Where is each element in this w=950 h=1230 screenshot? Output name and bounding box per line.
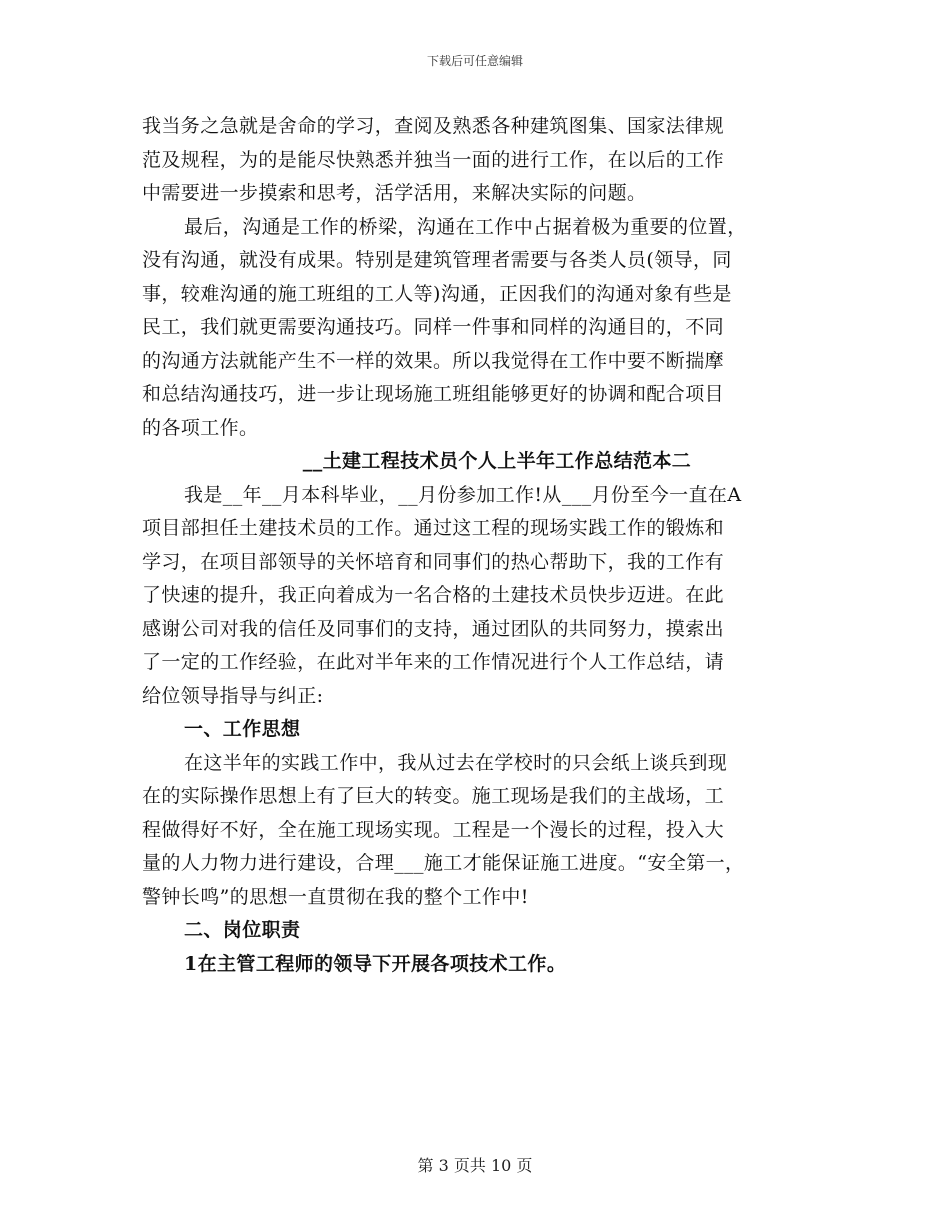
paragraph-line: 我是__年__月本科毕业，__月份参加工作!从___月份至今一直在A bbox=[184, 483, 742, 506]
paragraph-line: 民工，我们就更需要沟通技巧。同样一件事和同样的沟通目的，不同 bbox=[142, 316, 725, 338]
paragraph-line: 学习，在项目部领导的关怀培育和同事们的热心帮助下，我的工作有 bbox=[142, 550, 725, 573]
paragraph-line: 了快速的提升，我正向着成为一名合格的土建技术员快步迈进。在此 bbox=[142, 584, 725, 606]
paragraph-line: 感谢公司对我的信任及同事们的支持，通过团队的共同努力，摸索出 bbox=[142, 617, 725, 640]
paragraph-line: 项目部担任土建技术员的工作。通过这工程的现场实践工作的锻炼和 bbox=[142, 517, 725, 539]
paragraph-line: 最后，沟通是工作的桥梁，沟通在工作中占据着极为重要的位置， bbox=[184, 215, 747, 238]
paragraph-line: 范及规程，为的是能尽快熟悉并独当一面的进行工作，在以后的工作 bbox=[142, 148, 725, 171]
paragraph-line: 在这半年的实践工作中，我从过去在学校时的只会纸上谈兵到现 bbox=[184, 751, 728, 774]
paragraph-line: 的各项工作。 bbox=[142, 416, 259, 439]
duty-item: 1在主管工程师的领导下开展各项技术工作。 bbox=[184, 952, 567, 975]
paragraph-line: 的沟通方法就能产生不一样的效果。所以我觉得在工作中要不断揣摩 bbox=[142, 349, 725, 372]
paragraph-line: 了一定的工作经验，在此对半年来的工作情况进行个人工作总结，请 bbox=[142, 651, 725, 673]
page-header: 下载后可任意编辑 bbox=[426, 54, 523, 68]
page-footer: 第 3 页共 10 页 bbox=[417, 1156, 533, 1175]
paragraph-line: 我当务之急就是舍命的学习，查阅及熟悉各种建筑图集、国家法律规 bbox=[142, 115, 725, 137]
paragraph-line: 警钟长鸣”的思想一直贯彻在我的整个工作中! bbox=[142, 885, 529, 908]
paragraph-line: 给位领导指导与纠正: bbox=[142, 684, 324, 707]
heading-work-thinking: 一、工作思想 bbox=[184, 718, 301, 740]
heading-job-duties: 二、岗位职责 bbox=[184, 919, 301, 941]
paragraph-line: 事，较难沟通的施工班组的工人等)沟通，正因我们的沟通对象有些是 bbox=[142, 282, 732, 305]
paragraph-line: 量的人力物力进行建设，合理___施工才能保证施工进度。“安全第一， bbox=[142, 852, 745, 874]
section-title: __土建工程技术员个人上半年工作总结范本二 bbox=[302, 450, 692, 472]
paragraph-line: 程做得好不好，全在施工现场实现。工程是一个漫长的过程，投入大 bbox=[142, 818, 725, 841]
paragraph-line: 在的实际操作思想上有了巨大的转变。施工现场是我们的主战场，工 bbox=[142, 785, 725, 807]
paragraph-line: 和总结沟通技巧，进一步让现场施工班组能够更好的协调和配合项目 bbox=[142, 383, 725, 405]
document-body bbox=[142, 110, 812, 981]
paragraph-line: 中需要进一步摸索和思考，活学活用，来解决实际的问题。 bbox=[142, 182, 647, 204]
paragraph-line: 没有沟通，就没有成果。特别是建筑管理者需要与各类人员(领导，同 bbox=[142, 249, 732, 271]
